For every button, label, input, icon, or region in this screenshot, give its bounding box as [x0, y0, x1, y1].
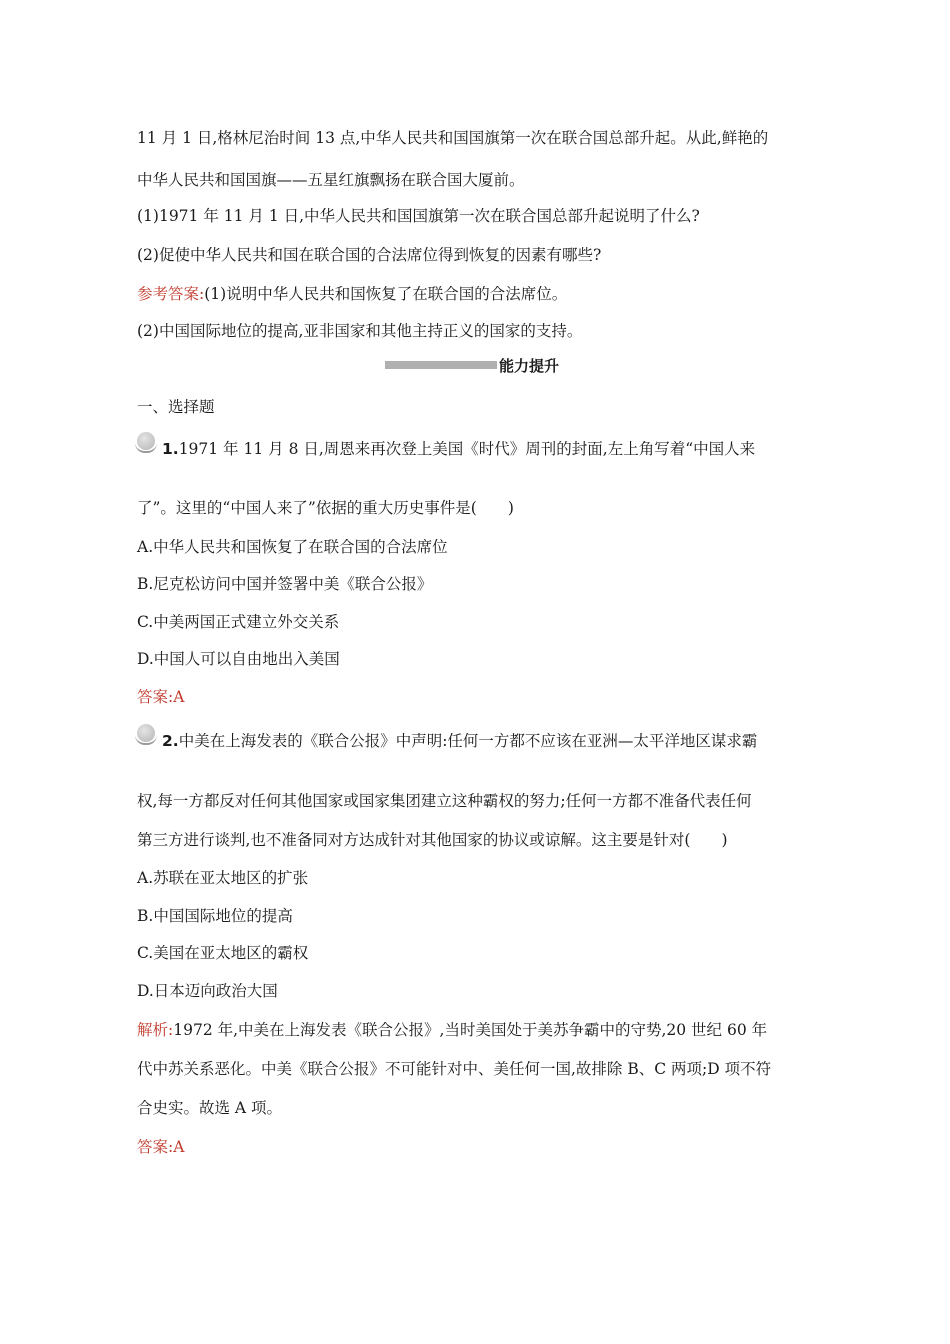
question-2-option-c: C.美国在亚太地区的霸权 — [137, 944, 309, 962]
question-2-analysis-1 — [137, 1019, 767, 1041]
section-heading — [385, 354, 559, 376]
question-1-answer: 答案:A — [137, 688, 185, 706]
intro-answer-1 — [137, 283, 567, 305]
question-2-option-d: D.日本迈向政治大国 — [137, 982, 278, 1000]
subsection-title: 一、选择题 — [137, 398, 215, 416]
intro-answer-2: (2)中国国际地位的提高,亚非国家和其他主持正义的国家的支持。 — [137, 322, 583, 340]
question-1-stem-1 — [162, 438, 755, 460]
question-2-option-a: A.苏联在亚太地区的扩张 — [137, 869, 309, 887]
question-number: 2. — [162, 732, 179, 750]
question-icon — [137, 432, 155, 450]
intro-line-1: 11 月 1 日,格林尼治时间 13 点,中华人民共和国国旗第一次在联合国总部升起。从此,鲜艳的 — [137, 129, 769, 147]
analysis-label: 解析: — [137, 1021, 174, 1039]
intro-question-2: (2)促使中华人民共和国在联合国的合法席位得到恢复的因素有哪些? — [137, 246, 602, 264]
question-icon — [137, 724, 155, 742]
question-2-option-b: B.中国国际地位的提高 — [137, 907, 293, 925]
question-2-stem-2: 权,每一方都反对任何其他国家或国家集团建立这种霸权的努力;任何一方都不准备代表任何 — [137, 792, 752, 810]
question-2-answer: 答案:A — [137, 1138, 185, 1156]
question-2-stem-1 — [162, 730, 757, 752]
question-1-option-b: B.尼克松访问中国并签署中美《联合公报》 — [137, 575, 433, 593]
question-1-option-d: D.中国人可以自由地出入美国 — [137, 650, 340, 668]
question-text: 中美在上海发表的《联合公报》中声明:任何一方都不应该在亚洲—太平洋地区谋求霸 — [178, 732, 758, 750]
analysis-text: 1972 年,中美在上海发表《联合公报》,当时美国处于美苏争霸中的守势,20 世纪 60 年 — [173, 1021, 768, 1039]
question-1-option-c: C.中美两国正式建立外交关系 — [137, 613, 340, 631]
question-text: 1971 年 11 月 8 日,周恩来再次登上美国《时代》周刊的封面,左上角写着“中国人来 — [178, 440, 756, 458]
question-1-option-a: A.中华人民共和国恢复了在联合国的合法席位 — [137, 538, 448, 556]
intro-question-1: (1)1971 年 11 月 1 日,中华人民共和国国旗第一次在联合国总部升起说明了什么? — [137, 207, 700, 225]
question-number: 1. — [162, 440, 179, 458]
answer-text: (1)说明中华人民共和国恢复了在联合国的合法席位。 — [204, 285, 568, 303]
question-2-analysis-3: 合史实。故选 A 项。 — [137, 1099, 283, 1117]
section-title: 能力提升 — [499, 356, 560, 375]
question-2-stem-3: 第三方进行谈判,也不准备同对方达成针对其他国家的协议或谅解。这主要是针对( ) — [137, 831, 728, 849]
question-1-stem-2: 了”。这里的“中国人来了”依据的重大历史事件是( ) — [137, 499, 514, 517]
question-2-analysis-2: 代中苏关系恶化。中美《联合公报》不可能针对中、美任何一国,故排除 B、C 两项;D 项不符 — [137, 1060, 772, 1078]
intro-line-2: 中华人民共和国国旗——五星红旗飘扬在联合国大厦前。 — [137, 171, 525, 189]
answer-label: 参考答案: — [137, 285, 205, 303]
section-bar — [385, 361, 497, 369]
